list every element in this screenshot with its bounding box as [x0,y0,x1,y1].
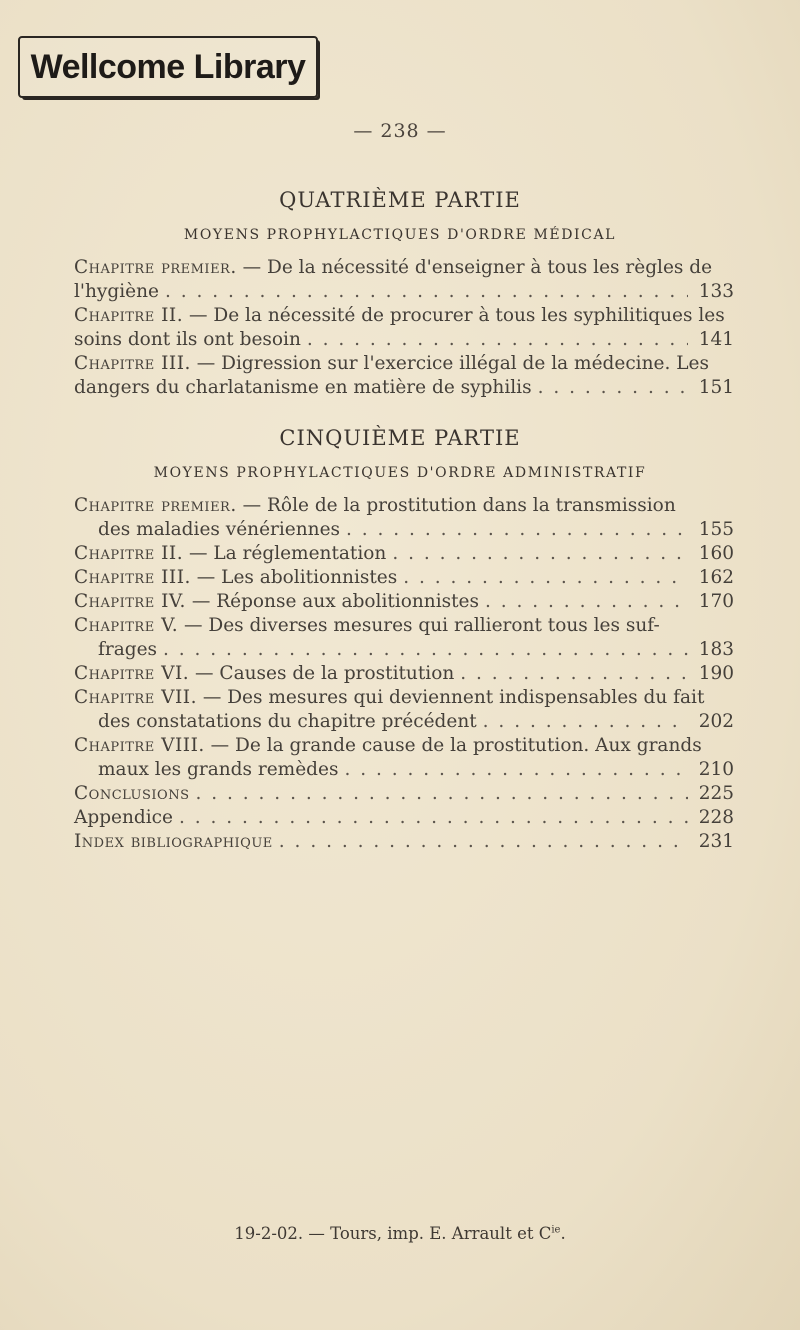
chapter-title-cont: l'hygiène [74,281,159,302]
leader-dots [346,518,688,542]
part5-chapter-7 [74,686,734,734]
imprint-end: . [560,1224,566,1243]
part5-chapter-5 [74,614,734,662]
appendix-entry [74,806,734,830]
page-ref: 231 [698,831,734,852]
leader-dots [483,710,688,734]
leader-dots [344,758,688,782]
chapter-label: Chapitre VI. [74,663,190,684]
imprint-sup: ie [551,1224,561,1236]
chapter-title-cont: soins dont ils ont besoin [74,329,301,350]
wellcome-library-stamp [18,36,318,98]
page-ref: 170 [698,591,734,612]
chapter-label: Index bibliographique [74,831,273,852]
chapter-label: Chapitre III. [74,567,191,588]
part5-chapter-4 [74,590,734,614]
chapter-title-cont: dangers du charlatanisme en matière de syphilis [74,377,532,398]
chapter-label: Chapitre VIII. [74,735,205,756]
chapter-title: — Des mesures qui deviennent indispensables du fait [202,687,705,708]
chapter-label: Chapitre premier. [74,495,237,516]
page-ref: 183 [698,639,734,660]
part4-chapter-2 [74,304,734,352]
chapter-title-cont: maux les grands remèdes [98,759,339,780]
chapter-label: Chapitre II. [74,543,184,564]
chapter-title: — De la nécessité de procurer à tous les syphilitiques les [188,305,725,326]
part4-chapter-3 [74,352,734,400]
part5-title: CINQUIÈME PARTIE [279,426,521,450]
page-ref: 190 [698,663,734,684]
chapter-title: — La réglementation [188,543,387,564]
page-ref: 228 [698,807,734,828]
index-entry [74,830,734,854]
leader-dots [179,806,688,830]
printer-imprint [0,1224,800,1243]
chapter-title-cont: des constatations du chapitre précédent [98,711,477,732]
chapter-title: — Causes de la prostitution [195,663,455,684]
chapter-title: — Rôle de la prostitution dans la transmission [242,495,676,516]
part4-subtitle: MOYENS PROPHYLACTIQUES D'ORDRE MÉDICAL [183,227,617,243]
leader-dots [403,566,688,590]
page-ref: 225 [698,783,734,804]
imprint-text: 19-2-02. — Tours, imp. E. Arrault et C [234,1224,552,1243]
leader-dots [460,662,688,686]
chapter-title: — Des diverses mesures qui rallieront tous les suf- [184,615,660,636]
page-ref: 162 [698,567,734,588]
part5-chapter-8 [74,734,734,782]
chapter-title: Appendice [74,807,173,828]
leader-dots [485,590,688,614]
page-number: — 238 — [353,120,447,142]
part5-subtitle: MOYENS PROPHYLACTIQUES D'ORDRE ADMINISTRATIF [153,465,647,481]
part5-chapter-1 [74,494,734,542]
stamp-text: Wellcome Library [30,47,306,86]
page-ref: 133 [698,281,734,302]
chapter-title: — Les abolitionnistes [196,567,398,588]
chapter-title-cont: des maladies vénériennes [98,519,341,540]
part4-chapter-1 [74,256,734,304]
part4-title: QUATRIÈME PARTIE [279,188,521,212]
page-ref: 155 [698,519,734,540]
leader-dots [279,830,688,854]
part5-chapter-2 [74,542,734,566]
leader-dots [307,328,688,352]
chapter-title: — Réponse aux abolitionnistes [191,591,479,612]
chapter-label: Chapitre premier. [74,257,237,278]
chapter-title: — De la nécessité d'enseigner à tous les règles de [242,257,713,278]
leader-dots [163,638,688,662]
page-ref: 210 [698,759,734,780]
leader-dots [538,376,688,400]
part5-chapter-6 [74,662,734,686]
page-ref: 151 [698,377,734,398]
leader-dots [196,782,689,806]
page-ref: 160 [698,543,734,564]
conclusions-entry [74,782,734,806]
chapter-title: — Digression sur l'exercice illégal de la médecine. Les [196,353,709,374]
chapter-label: Chapitre V. [74,615,179,636]
page-ref: 202 [698,711,734,732]
leader-dots [165,280,688,304]
page-ref: 141 [698,329,734,350]
chapter-label: Conclusions [74,783,190,804]
chapter-label: Chapitre VII. [74,687,197,708]
chapter-label: Chapitre III. [74,353,191,374]
chapter-label: Chapitre II. [74,305,184,326]
chapter-title-cont: frages [98,639,158,660]
chapter-title: — De la grande cause de la prostitution. Aux grands [210,735,702,756]
leader-dots [392,542,688,566]
part5-chapter-3 [74,566,734,590]
chapter-label: Chapitre IV. [74,591,186,612]
